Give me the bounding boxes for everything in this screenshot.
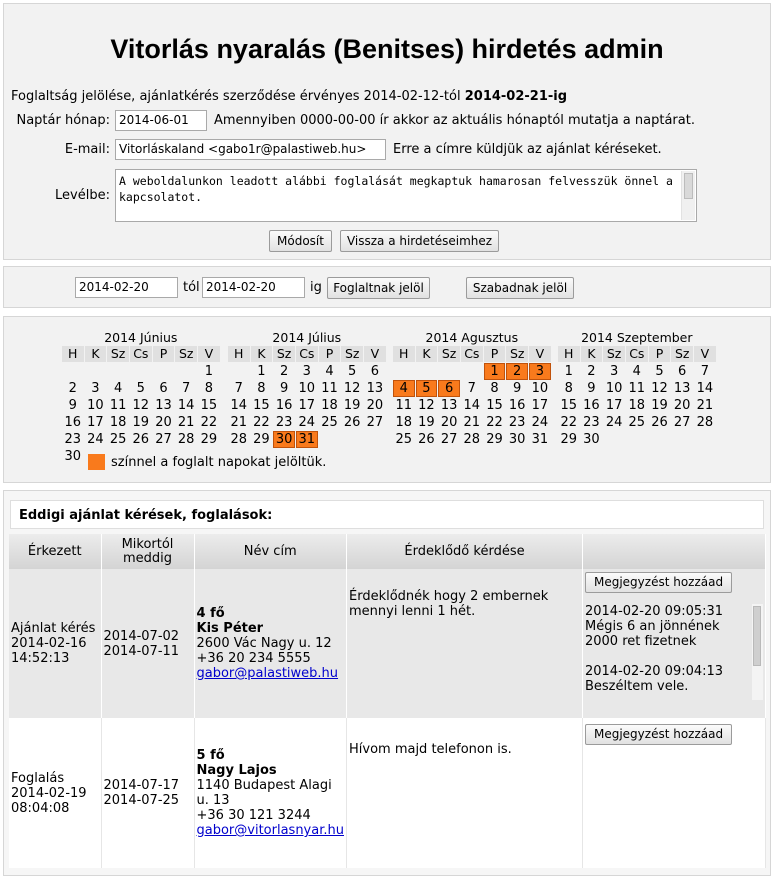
calendar-day[interactable]: 7 — [182, 381, 191, 396]
weekday-header: Sz — [107, 346, 129, 362]
mark-free-button[interactable]: Szabadnak jelöl — [466, 277, 574, 299]
calendar-day[interactable]: 16 — [64, 415, 82, 430]
letter-text: A weboldalunkon leadott alábbi foglalását megkaptuk hamarosan felvesszük önnel a kapcsolatot. — [119, 174, 673, 204]
calendar-day[interactable]: 30 — [583, 432, 600, 447]
calendar-day[interactable]: 17 — [605, 398, 623, 413]
calendar-empty-cell — [85, 363, 107, 380]
weekday-header: V — [694, 346, 716, 362]
validity-prefix: Foglaltság jelölése, ajánlatkérés szerződése érvényes 2014-02-12-tól — [11, 89, 461, 104]
weekday-header: Cs — [130, 346, 152, 362]
range-from-suffix: tól — [183, 280, 200, 295]
calendar-empty-cell — [107, 363, 129, 380]
modify-button[interactable]: Módosít — [269, 230, 332, 252]
calendar-day[interactable]: 23 — [508, 415, 526, 430]
calendar-day[interactable]: 12 — [651, 381, 668, 396]
calendar-day[interactable]: 31 — [531, 432, 549, 447]
calendar-day[interactable]: 10 — [298, 381, 316, 396]
range-to-suffix: ig — [310, 280, 322, 295]
back-button[interactable]: Vissza a hirdetéseimhez — [340, 230, 499, 252]
period-to: 2014-07-11 — [103, 643, 180, 659]
calendar-empty-cell — [461, 363, 483, 380]
contact-phone: +36 20 234 5555 — [196, 651, 311, 666]
table-row — [9, 718, 766, 868]
calendar-day[interactable]: 3 — [91, 381, 100, 396]
calendar-day[interactable]: 28 — [696, 415, 714, 430]
request-type: Foglalás — [11, 770, 65, 786]
calendar-empty-cell — [393, 363, 415, 380]
calendar-day[interactable]: 11 — [109, 398, 127, 413]
validity-end: 2014-02-21-ig — [464, 89, 568, 104]
calendar-day[interactable]: 24 — [531, 415, 549, 430]
calendar-day[interactable]: 25 — [109, 432, 127, 447]
calendar-day[interactable]: 2 — [587, 364, 596, 379]
calendar-day[interactable]: 9 — [279, 381, 289, 396]
calendar-day-busy[interactable]: 4 — [393, 380, 415, 397]
calendar-day[interactable]: 13 — [366, 381, 384, 396]
notes-list — [585, 604, 763, 700]
calendar-day-busy[interactable]: 5 — [416, 380, 438, 397]
calendar-day[interactable]: 22 — [560, 415, 578, 430]
weekday-header: Sz — [341, 346, 363, 362]
calendar-day[interactable]: 6 — [159, 381, 168, 396]
calendar-day[interactable]: 15 — [200, 398, 218, 413]
calendar-day[interactable]: 26 — [132, 432, 150, 447]
calendar-day-busy[interactable]: 3 — [529, 363, 551, 380]
calendar-day[interactable]: 14 — [696, 381, 714, 396]
legend-busy-swatch — [88, 454, 105, 470]
calendar-day[interactable]: 28 — [463, 432, 481, 447]
calendar-day[interactable]: 24 — [87, 432, 104, 447]
col-notes — [582, 534, 765, 569]
calendar-day[interactable]: 20 — [366, 398, 384, 413]
calendar-empty-cell — [175, 363, 197, 380]
month-input[interactable]: 2014-06-01 — [115, 110, 207, 131]
contact-name: Kis Péter — [196, 621, 264, 636]
calendar-day[interactable]: 15 — [560, 398, 578, 413]
calendar-day[interactable]: 24 — [605, 415, 623, 430]
letter-label: Levélbe: — [55, 188, 110, 203]
calendar-day[interactable]: 12 — [132, 398, 150, 413]
calendar-day[interactable]: 30 — [64, 449, 82, 464]
calendar-day[interactable]: 28 — [177, 432, 195, 447]
calendar-day[interactable]: 1 — [204, 364, 214, 379]
requests-panel — [3, 490, 771, 876]
request-time: 14:52:13 — [11, 651, 70, 666]
calendar-day[interactable]: 18 — [321, 398, 338, 413]
month-label: Naptár hónap: — [16, 113, 110, 128]
calendar-day-busy[interactable]: 6 — [438, 380, 460, 397]
weekday-header: Cs — [626, 346, 648, 362]
calendar-day[interactable]: 30 — [508, 432, 526, 447]
month-note: Amennyiben 0000-00-00 ír akkor az aktuális hónaptól mutatja a naptárat. — [214, 113, 695, 128]
question-text: Érdeklődnék hogy 2 embernek mennyi lenni 1 hét. — [348, 589, 549, 619]
add-note-button[interactable]: Megjegyzést hozzáad — [585, 724, 732, 745]
calendar-day[interactable]: 14 — [230, 398, 248, 413]
calendar-day[interactable]: 23 — [275, 415, 293, 430]
question-cell — [346, 569, 582, 718]
weekday-header: Sz — [506, 346, 528, 362]
range-to-input[interactable]: 2014-02-20 — [202, 277, 305, 298]
requests-section-title: Eddigi ajánlat kérések, foglalások: — [10, 500, 764, 529]
calendar-day[interactable]: 21 — [230, 415, 248, 430]
weekday-header: K — [416, 346, 438, 362]
calendar-day[interactable]: 18 — [628, 398, 646, 413]
email-note: Erre a címre küldjük az ajánlat kéréseket. — [393, 142, 662, 157]
contact-email-link[interactable]: gabor@palastiweb.hu — [196, 666, 339, 681]
calendar-day[interactable]: 22 — [253, 415, 270, 430]
calendar-day[interactable]: 19 — [132, 415, 150, 430]
calendar-day[interactable]: 5 — [348, 364, 357, 379]
contact-address: 1140 Budapest Alagi u. 13 — [196, 778, 332, 808]
calendar-day[interactable]: 2 — [68, 381, 77, 396]
contact-email-link[interactable]: gabor@vitorlasnyar.hu — [196, 823, 344, 838]
weekday-header: V — [529, 346, 551, 362]
note-timestamp: 2014-02-20 09:05:31 — [584, 604, 724, 619]
calendar-day[interactable]: 24 — [298, 415, 316, 430]
note-timestamp: 2014-02-20 09:04:13 — [584, 664, 724, 679]
persons: 5 fő — [196, 748, 225, 763]
calendar-day[interactable]: 27 — [673, 415, 691, 430]
calendar-day-busy[interactable]: 30 — [273, 431, 295, 448]
calendar-day[interactable]: 9 — [513, 381, 522, 396]
letter-textarea[interactable] — [115, 169, 697, 222]
weekday-header: Sz — [438, 346, 460, 362]
col-name-address: Név cím — [194, 534, 346, 569]
calendar-day[interactable]: 20 — [673, 398, 691, 413]
weekday-header: Cs — [461, 346, 483, 362]
calendar-month-title: 2014 Agusztus — [425, 330, 519, 345]
calendar-day[interactable]: 12 — [343, 381, 361, 396]
calendar-day[interactable]: 2 — [279, 364, 289, 379]
weekday-header: P — [649, 346, 671, 362]
legend-text: színnel a foglalt napokat jelöltük. — [111, 455, 327, 470]
calendar-day[interactable]: 16 — [583, 398, 600, 413]
calendar-day[interactable]: 8 — [564, 381, 573, 396]
calendar-day[interactable]: 11 — [395, 398, 413, 413]
note-text: Mégis 6 an jönnének 2000 ret fizetnek — [584, 619, 720, 649]
request-time: 08:04:08 — [11, 800, 70, 816]
notes-cell — [582, 569, 765, 718]
question-text: Hívom majd telefonon is. — [348, 742, 512, 757]
page-title: Vitorlás nyaralás (Benitses) hirdetés admin — [110, 34, 664, 64]
calendar-day[interactable]: 25 — [321, 415, 338, 430]
calendar-day-busy[interactable]: 31 — [296, 431, 318, 448]
period-cell — [101, 718, 194, 868]
weekday-header: P — [484, 346, 506, 362]
calendar-day-busy[interactable]: 1 — [484, 363, 506, 380]
calendar-day[interactable]: 10 — [87, 398, 104, 413]
calendar-day[interactable]: 25 — [395, 432, 413, 447]
calendar-day[interactable]: 29 — [486, 432, 503, 447]
calendar-month — [62, 329, 220, 465]
range-panel — [3, 266, 771, 308]
weekday-header: H — [393, 346, 415, 362]
calendar-month-title: 2014 Június — [104, 330, 178, 345]
calendar-empty-cell — [416, 363, 438, 380]
arrived-cell — [9, 569, 101, 718]
calendar-day[interactable]: 18 — [395, 415, 413, 430]
calendar-day[interactable]: 7 — [700, 364, 710, 379]
calendar-day[interactable]: 6 — [370, 364, 380, 379]
calendar-empty-cell — [62, 363, 84, 380]
calendar-month — [228, 329, 386, 448]
letter-scrollbar[interactable] — [681, 171, 695, 220]
calendar-day[interactable]: 29 — [560, 432, 578, 447]
calendar-day[interactable]: 4 — [113, 381, 123, 396]
calendar-day[interactable]: 11 — [321, 381, 338, 396]
calendar-day[interactable]: 16 — [275, 398, 293, 413]
arrived-cell — [9, 718, 101, 868]
notes-cell — [582, 718, 765, 868]
calendar-day[interactable]: 3 — [302, 364, 311, 379]
request-date: 2014-02-16 — [11, 636, 87, 651]
calendar-day[interactable]: 19 — [418, 415, 435, 430]
period-to: 2014-07-25 — [103, 793, 180, 808]
settings-panel — [3, 3, 771, 260]
period-from: 2014-07-17 — [103, 778, 180, 793]
weekday-header: Cs — [296, 346, 318, 362]
weekday-header: H — [62, 346, 84, 362]
calendar-day[interactable]: 17 — [298, 398, 316, 413]
calendar-day[interactable]: 27 — [155, 432, 172, 447]
range-from-input[interactable]: 2014-02-20 — [75, 277, 178, 298]
calendar-day[interactable]: 11 — [628, 381, 646, 396]
calendar-day[interactable]: 22 — [200, 415, 218, 430]
calendar-month — [558, 329, 716, 448]
contact-cell — [194, 718, 346, 868]
calendar-day[interactable]: 5 — [655, 364, 664, 379]
period-cell — [101, 569, 194, 718]
calendar-day[interactable]: 22 — [486, 415, 503, 430]
calendar-day[interactable]: 4 — [632, 364, 641, 379]
calendar-day[interactable]: 14 — [177, 398, 195, 413]
calendar-day[interactable]: 6 — [678, 364, 687, 379]
calendar-day[interactable]: 8 — [490, 381, 499, 396]
request-date: 2014-02-19 — [11, 785, 87, 801]
add-note-button[interactable]: Megjegyzést hozzáad — [585, 572, 732, 593]
weekday-header: K — [85, 346, 107, 362]
persons: 4 fő — [196, 606, 225, 621]
note-text: Beszéltem vele. — [584, 679, 689, 694]
col-question: Érdeklődő kérdése — [346, 534, 582, 569]
calendar-day[interactable]: 5 — [136, 381, 145, 396]
contact-phone: +36 30 121 3244 — [196, 808, 311, 823]
email-input[interactable]: Vitorláskaland <gabo1r@palastiweb.hu> — [115, 139, 386, 160]
calendar-day[interactable]: 9 — [587, 381, 596, 396]
calendar-day[interactable]: 20 — [155, 415, 172, 430]
weekday-header: K — [251, 346, 273, 362]
weekday-header: H — [558, 346, 580, 362]
calendar-day[interactable]: 18 — [109, 415, 127, 430]
calendar-day[interactable]: 17 — [87, 415, 104, 430]
calendar-day[interactable]: 23 — [583, 415, 600, 430]
calendar-day[interactable]: 12 — [418, 398, 435, 413]
calendar-day[interactable]: 7 — [467, 381, 476, 396]
calendar-day[interactable]: 10 — [605, 381, 623, 396]
calendar-day[interactable]: 21 — [177, 415, 195, 430]
calendar-day[interactable]: 19 — [651, 398, 668, 413]
col-arrived: Érkezett — [9, 534, 101, 569]
calendar-day[interactable]: 8 — [257, 381, 266, 396]
calendar-day[interactable]: 21 — [463, 415, 481, 430]
weekday-header: Sz — [671, 346, 693, 362]
weekday-header: P — [153, 346, 175, 362]
calendar-month-title: 2014 Szeptember — [581, 330, 693, 345]
contact-cell — [194, 569, 346, 718]
validity-text — [11, 89, 567, 104]
period-from: 2014-07-02 — [103, 628, 180, 644]
calendar-day[interactable]: 8 — [204, 381, 214, 396]
calendar-month-title: 2014 Július — [272, 330, 342, 345]
calendar-day[interactable]: 13 — [673, 381, 691, 396]
weekday-header: K — [581, 346, 603, 362]
calendar-day[interactable]: 13 — [440, 398, 458, 413]
weekday-header: Sz — [175, 346, 197, 362]
calendar-day[interactable]: 17 — [531, 398, 549, 413]
calendar-day[interactable]: 27 — [440, 432, 458, 447]
calendar-day[interactable]: 1 — [257, 364, 266, 379]
calendar-month — [393, 329, 551, 448]
calendar-day[interactable]: 21 — [696, 398, 714, 413]
calendar-day[interactable]: 20 — [440, 415, 458, 430]
calendar-day[interactable]: 23 — [64, 432, 82, 447]
weekday-header: Sz — [603, 346, 625, 362]
calendar-day[interactable]: 9 — [68, 398, 77, 413]
question-cell — [346, 718, 582, 868]
calendar-day[interactable]: 13 — [155, 398, 172, 413]
calendar-day[interactable]: 26 — [343, 415, 361, 430]
weekday-header: P — [319, 346, 341, 362]
weekday-header: V — [198, 346, 220, 362]
mark-busy-button[interactable]: Foglaltnak jelöl — [327, 277, 430, 299]
calendar-day[interactable]: 3 — [609, 364, 619, 379]
calendar-day[interactable]: 10 — [531, 381, 549, 396]
contact-address: 2600 Vác Nagy u. 12 — [196, 636, 332, 651]
calendar-day[interactable]: 19 — [343, 398, 361, 413]
calendar-day-busy[interactable]: 2 — [506, 363, 528, 380]
calendar-day[interactable]: 15 — [253, 398, 270, 413]
calendar-empty-cell — [228, 363, 250, 380]
calendar-day[interactable]: 4 — [325, 364, 334, 379]
requests-table — [9, 534, 766, 868]
calendar-empty-cell — [153, 363, 175, 380]
calendar-panel — [3, 316, 771, 483]
calendar-day[interactable]: 15 — [486, 398, 503, 413]
weekday-header: Sz — [273, 346, 295, 362]
weekday-header: V — [364, 346, 386, 362]
col-period — [101, 534, 194, 569]
notes-scrollbar[interactable] — [752, 604, 763, 700]
contact-name: Nagy Lajos — [196, 763, 277, 778]
request-type: Ajánlat kérés — [11, 621, 96, 636]
calendar-day[interactable]: 27 — [366, 415, 384, 430]
calendar-day[interactable]: 1 — [564, 364, 573, 379]
calendar-empty-cell — [130, 363, 152, 380]
calendar-day[interactable]: 29 — [200, 432, 218, 447]
email-label: E-mail: — [64, 142, 110, 157]
calendar-day[interactable]: 16 — [508, 398, 526, 413]
weekday-header: H — [228, 346, 250, 362]
table-row — [9, 569, 766, 718]
col-period-text: Mikortól meddig — [121, 536, 174, 566]
calendar-day[interactable]: 7 — [234, 381, 243, 396]
calendar-day[interactable]: 14 — [463, 398, 481, 413]
calendar-day[interactable]: 28 — [230, 432, 248, 447]
calendar-empty-cell — [438, 363, 460, 380]
calendar-day[interactable]: 25 — [628, 415, 646, 430]
calendar-day[interactable]: 26 — [418, 432, 435, 447]
calendar-day[interactable]: 29 — [253, 432, 270, 447]
calendar-day[interactable]: 26 — [651, 415, 668, 430]
